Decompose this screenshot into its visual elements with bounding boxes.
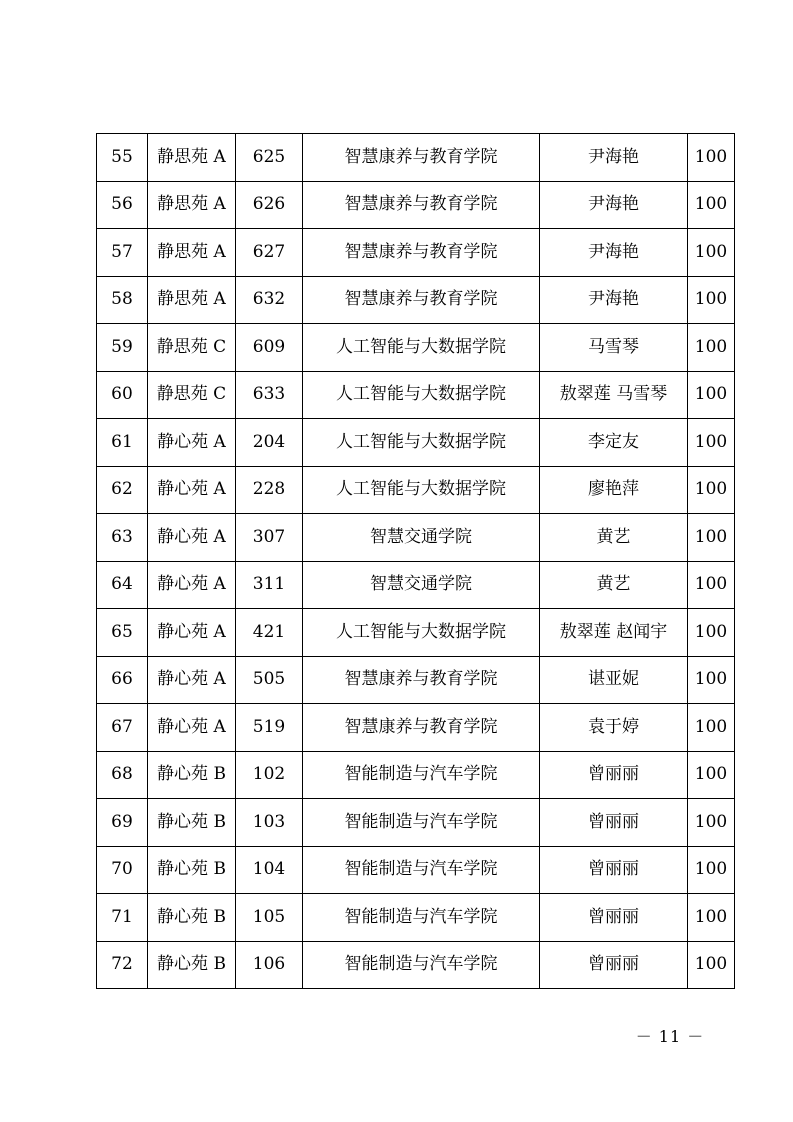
building-cell: 静心苑 A <box>148 514 236 562</box>
table-row <box>97 324 735 372</box>
row-number-cell: 63 <box>97 514 148 562</box>
building-cell: 静心苑 B <box>148 751 236 799</box>
row-number-cell: 71 <box>97 894 148 942</box>
counselor-cell: 尹海艳 <box>540 181 688 229</box>
counselor-cell: 尹海艳 <box>540 134 688 182</box>
score-cell: 100 <box>688 419 735 467</box>
room-cell: 519 <box>236 704 303 752</box>
college-cell: 智能制造与汽车学院 <box>303 751 540 799</box>
room-cell: 627 <box>236 229 303 277</box>
table-row <box>97 276 735 324</box>
college-cell: 智慧康养与教育学院 <box>303 656 540 704</box>
row-number-cell: 67 <box>97 704 148 752</box>
table-row <box>97 846 735 894</box>
room-cell: 204 <box>236 419 303 467</box>
building-cell: 静心苑 A <box>148 561 236 609</box>
counselor-cell: 袁于婷 <box>540 704 688 752</box>
counselor-cell: 敖翠莲 马雪琴 <box>540 371 688 419</box>
building-cell: 静思苑 A <box>148 134 236 182</box>
college-cell: 智能制造与汽车学院 <box>303 799 540 847</box>
college-cell: 智慧康养与教育学院 <box>303 704 540 752</box>
table-row <box>97 371 735 419</box>
dormitory-score-table-container <box>96 133 734 989</box>
building-cell: 静思苑 C <box>148 324 236 372</box>
score-cell: 100 <box>688 561 735 609</box>
college-cell: 智慧康养与教育学院 <box>303 276 540 324</box>
college-cell: 人工智能与大数据学院 <box>303 609 540 657</box>
row-number-cell: 57 <box>97 229 148 277</box>
counselor-cell: 尹海艳 <box>540 229 688 277</box>
table-row <box>97 181 735 229</box>
table-row <box>97 799 735 847</box>
score-cell: 100 <box>688 371 735 419</box>
table-row <box>97 941 735 989</box>
row-number-cell: 68 <box>97 751 148 799</box>
row-number-cell: 61 <box>97 419 148 467</box>
score-cell: 100 <box>688 941 735 989</box>
score-cell: 100 <box>688 846 735 894</box>
counselor-cell: 黄艺 <box>540 561 688 609</box>
row-number-cell: 58 <box>97 276 148 324</box>
counselor-cell: 敖翠莲 赵闻宇 <box>540 609 688 657</box>
building-cell: 静思苑 C <box>148 371 236 419</box>
table-row <box>97 704 735 752</box>
college-cell: 智慧康养与教育学院 <box>303 134 540 182</box>
table-row <box>97 561 735 609</box>
counselor-cell: 马雪琴 <box>540 324 688 372</box>
table-body <box>97 134 735 989</box>
table-row <box>97 229 735 277</box>
counselor-cell: 曾丽丽 <box>540 941 688 989</box>
college-cell: 智慧康养与教育学院 <box>303 229 540 277</box>
building-cell: 静心苑 A <box>148 704 236 752</box>
building-cell: 静心苑 A <box>148 609 236 657</box>
table-row <box>97 134 735 182</box>
row-number-cell: 70 <box>97 846 148 894</box>
counselor-cell: 曾丽丽 <box>540 799 688 847</box>
score-cell: 100 <box>688 894 735 942</box>
table-row <box>97 894 735 942</box>
dormitory-score-table <box>96 133 735 989</box>
counselor-cell: 黄艺 <box>540 514 688 562</box>
row-number-cell: 62 <box>97 466 148 514</box>
score-cell: 100 <box>688 656 735 704</box>
page-number: － 11 － <box>635 1027 705 1046</box>
room-cell: 626 <box>236 181 303 229</box>
college-cell: 人工智能与大数据学院 <box>303 466 540 514</box>
room-cell: 421 <box>236 609 303 657</box>
building-cell: 静心苑 A <box>148 419 236 467</box>
building-cell: 静心苑 B <box>148 941 236 989</box>
score-cell: 100 <box>688 799 735 847</box>
row-number-cell: 66 <box>97 656 148 704</box>
building-cell: 静思苑 A <box>148 276 236 324</box>
counselor-cell: 尹海艳 <box>540 276 688 324</box>
counselor-cell: 曾丽丽 <box>540 751 688 799</box>
building-cell: 静心苑 A <box>148 656 236 704</box>
row-number-cell: 69 <box>97 799 148 847</box>
counselor-cell: 曾丽丽 <box>540 846 688 894</box>
table-row <box>97 466 735 514</box>
room-cell: 106 <box>236 941 303 989</box>
room-cell: 104 <box>236 846 303 894</box>
score-cell: 100 <box>688 276 735 324</box>
score-cell: 100 <box>688 514 735 562</box>
score-cell: 100 <box>688 751 735 799</box>
row-number-cell: 60 <box>97 371 148 419</box>
college-cell: 智能制造与汽车学院 <box>303 846 540 894</box>
counselor-cell: 曾丽丽 <box>540 894 688 942</box>
row-number-cell: 65 <box>97 609 148 657</box>
row-number-cell: 72 <box>97 941 148 989</box>
college-cell: 人工智能与大数据学院 <box>303 324 540 372</box>
row-number-cell: 55 <box>97 134 148 182</box>
room-cell: 103 <box>236 799 303 847</box>
building-cell: 静思苑 A <box>148 229 236 277</box>
building-cell: 静心苑 B <box>148 894 236 942</box>
room-cell: 632 <box>236 276 303 324</box>
college-cell: 智能制造与汽车学院 <box>303 894 540 942</box>
college-cell: 智慧交通学院 <box>303 561 540 609</box>
college-cell: 智能制造与汽车学院 <box>303 941 540 989</box>
room-cell: 105 <box>236 894 303 942</box>
building-cell: 静心苑 B <box>148 846 236 894</box>
college-cell: 智慧交通学院 <box>303 514 540 562</box>
score-cell: 100 <box>688 609 735 657</box>
row-number-cell: 64 <box>97 561 148 609</box>
table-row <box>97 609 735 657</box>
table-row <box>97 751 735 799</box>
building-cell: 静心苑 B <box>148 799 236 847</box>
score-cell: 100 <box>688 229 735 277</box>
room-cell: 625 <box>236 134 303 182</box>
college-cell: 人工智能与大数据学院 <box>303 371 540 419</box>
table-row <box>97 514 735 562</box>
room-cell: 102 <box>236 751 303 799</box>
row-number-cell: 56 <box>97 181 148 229</box>
score-cell: 100 <box>688 704 735 752</box>
room-cell: 307 <box>236 514 303 562</box>
score-cell: 100 <box>688 466 735 514</box>
row-number-cell: 59 <box>97 324 148 372</box>
counselor-cell: 李定友 <box>540 419 688 467</box>
room-cell: 311 <box>236 561 303 609</box>
table-row <box>97 419 735 467</box>
table-row <box>97 656 735 704</box>
building-cell: 静思苑 A <box>148 181 236 229</box>
building-cell: 静心苑 A <box>148 466 236 514</box>
room-cell: 633 <box>236 371 303 419</box>
room-cell: 505 <box>236 656 303 704</box>
score-cell: 100 <box>688 134 735 182</box>
score-cell: 100 <box>688 181 735 229</box>
counselor-cell: 廖艳萍 <box>540 466 688 514</box>
score-cell: 100 <box>688 324 735 372</box>
college-cell: 人工智能与大数据学院 <box>303 419 540 467</box>
college-cell: 智慧康养与教育学院 <box>303 181 540 229</box>
counselor-cell: 谌亚妮 <box>540 656 688 704</box>
room-cell: 609 <box>236 324 303 372</box>
room-cell: 228 <box>236 466 303 514</box>
